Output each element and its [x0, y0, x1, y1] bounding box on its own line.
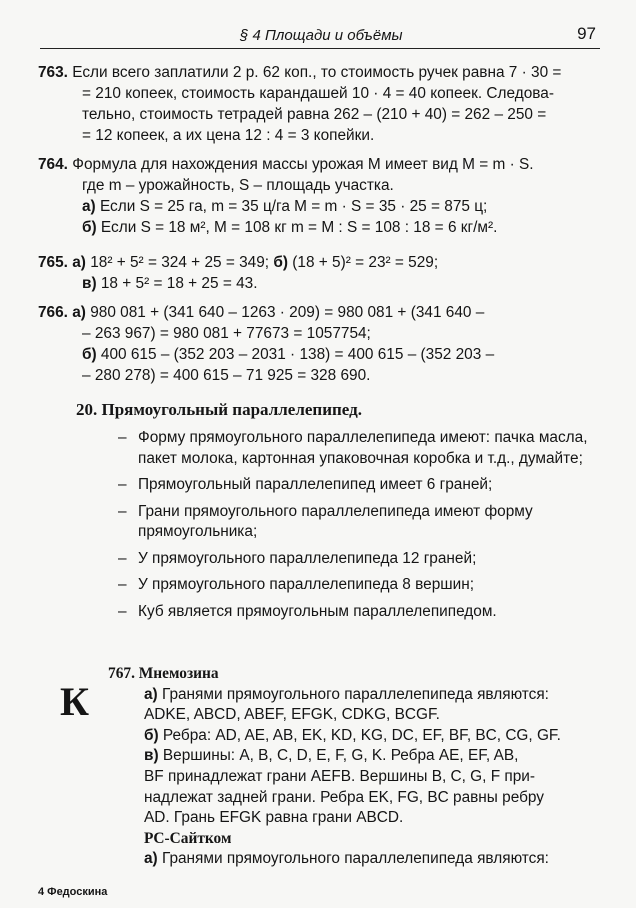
dash-bullet-icon: – — [118, 502, 127, 520]
text-line: Если S = 25 га, m = 35 ц/га M = m · S = 35 · 25 = 875 ц; — [99, 198, 488, 215]
text-line: – 280 278) = 400 615 – 71 925 = 328 690. — [82, 367, 371, 384]
text-line: ADKE, ABCD, ABEF, EFGK, CDKG, BCGF. — [144, 706, 440, 724]
text-line: AD. Грань EFGK равна грани ABCD. — [144, 809, 404, 827]
text-line: Формула для нахождения массы урожая M имеет вид M = m · S. — [72, 156, 534, 173]
problem-764 — [38, 154, 534, 238]
text-line: Если всего заплатили 2 р. 62 коп., то стоимость ручек равна 7 · 30 = — [72, 64, 562, 81]
header-title: § 4 Площади и объёмы — [240, 27, 403, 44]
page-footer: 4 Федоскина — [38, 886, 108, 898]
list-item-text: Прямоугольный параллелепипед имеет 6 граней; — [138, 476, 493, 493]
list-item — [118, 502, 598, 543]
list-item — [118, 575, 598, 596]
page-number: 97 — [577, 24, 596, 43]
problem-767-title: 767. Мнемозина — [108, 665, 219, 682]
subsection-title: PC-Сайтком — [144, 829, 232, 847]
list-item-text: Куб является прямоугольным параллелепипедом. — [138, 602, 497, 620]
text-line: = 12 копеек, а их цена 12 : 4 = 3 копейки. — [82, 127, 375, 144]
problem-766 — [38, 302, 494, 386]
dash-bullet-icon: – — [118, 549, 127, 567]
section-title: 20. Прямоугольный параллелепипед. — [76, 400, 362, 419]
item-label: а) — [144, 850, 158, 868]
item-label: а) — [72, 304, 86, 321]
item-label: а) — [144, 685, 158, 703]
problem-number: 765. — [38, 254, 68, 271]
dash-bullet-icon: – — [118, 476, 127, 493]
big-letter-k: К — [60, 679, 90, 724]
text-line: = 210 копеек, стоимость карандашей 10 · 4 = 40 копеек. Следова- — [82, 85, 554, 102]
text-line: Если S = 18 м², M = 108 кг m = M : S = 108 : 18 = 6 кг/м². — [100, 219, 498, 236]
list-item — [118, 475, 598, 496]
text-line: (18 + 5)² = 23² = 529; — [292, 254, 439, 271]
problem-number: 764. — [38, 156, 68, 173]
text-line: BF принадлежат грани AEFB. Вершины B, C, G, F при- — [144, 767, 536, 785]
text-line: 18² + 5² = 324 + 25 = 349; — [90, 254, 270, 271]
item-label: а) — [72, 254, 86, 271]
text-line: 980 081 + (341 640 – 1263 · 209) = 980 081 + (341 640 – — [90, 304, 485, 321]
text-line: надлежат задней грани. Ребра EK, FG, BC равны ребру — [144, 788, 544, 806]
text-line: тельно, стоимость тетрадей равна 262 – (210 + 40) = 262 – 250 = — [82, 106, 547, 123]
list-item-text: У прямоугольного параллелепипеда 8 вершин; — [138, 576, 474, 593]
problem-763 — [38, 62, 561, 146]
text-line: Гранями прямоугольного параллелепипеда являются: — [161, 685, 549, 703]
item-label: а) — [82, 198, 96, 215]
dash-bullet-icon: – — [118, 602, 127, 620]
problem-767 — [108, 664, 598, 870]
text-line: где m – урожайность, S – площадь участка. — [82, 177, 394, 194]
answer-list — [118, 428, 598, 628]
list-item-text: У прямоугольного параллелепипеда 12 граней; — [138, 549, 477, 567]
dash-bullet-icon: – — [118, 429, 127, 446]
item-label: б) — [82, 219, 97, 236]
list-item — [118, 549, 598, 570]
problem-765 — [38, 252, 438, 294]
dash-bullet-icon: – — [118, 576, 127, 593]
text-line: Гранями прямоугольного параллелепипеда являются: — [161, 850, 549, 868]
list-item — [118, 602, 598, 623]
page-header — [40, 22, 600, 49]
text-line: 400 615 – (352 203 – 2031 · 138) = 400 615 – (352 203 – — [100, 346, 495, 363]
text-line: – 263 967) = 980 081 + 77673 = 1057754; — [82, 325, 371, 342]
item-label: б) — [82, 346, 97, 363]
problem-number: 763. — [38, 64, 68, 81]
list-item — [118, 428, 598, 469]
text-line: Ребра: AD, AE, AB, EK, KD, KG, DC, EF, BF, BC, CG, GF. — [162, 726, 561, 744]
problem-number: 766. — [38, 304, 68, 321]
item-label: б) — [144, 726, 159, 744]
list-item-text: Форму прямоугольного параллелепипеда имеют: пачка масла, пакет молока, картонная упаковочная коробка и т.д., думайте; — [138, 429, 588, 467]
text-line: Вершины: A, B, C, D, E, F, G, K. Ребра AE, EF, AB, — [162, 747, 519, 765]
item-label: б) — [273, 254, 288, 271]
list-item-text: Грани прямоугольного параллелепипеда имеют форму прямоугольника; — [138, 502, 533, 540]
item-label: в) — [144, 747, 159, 765]
text-line: 18 + 5² = 18 + 25 = 43. — [100, 275, 258, 292]
item-label: в) — [82, 275, 97, 292]
